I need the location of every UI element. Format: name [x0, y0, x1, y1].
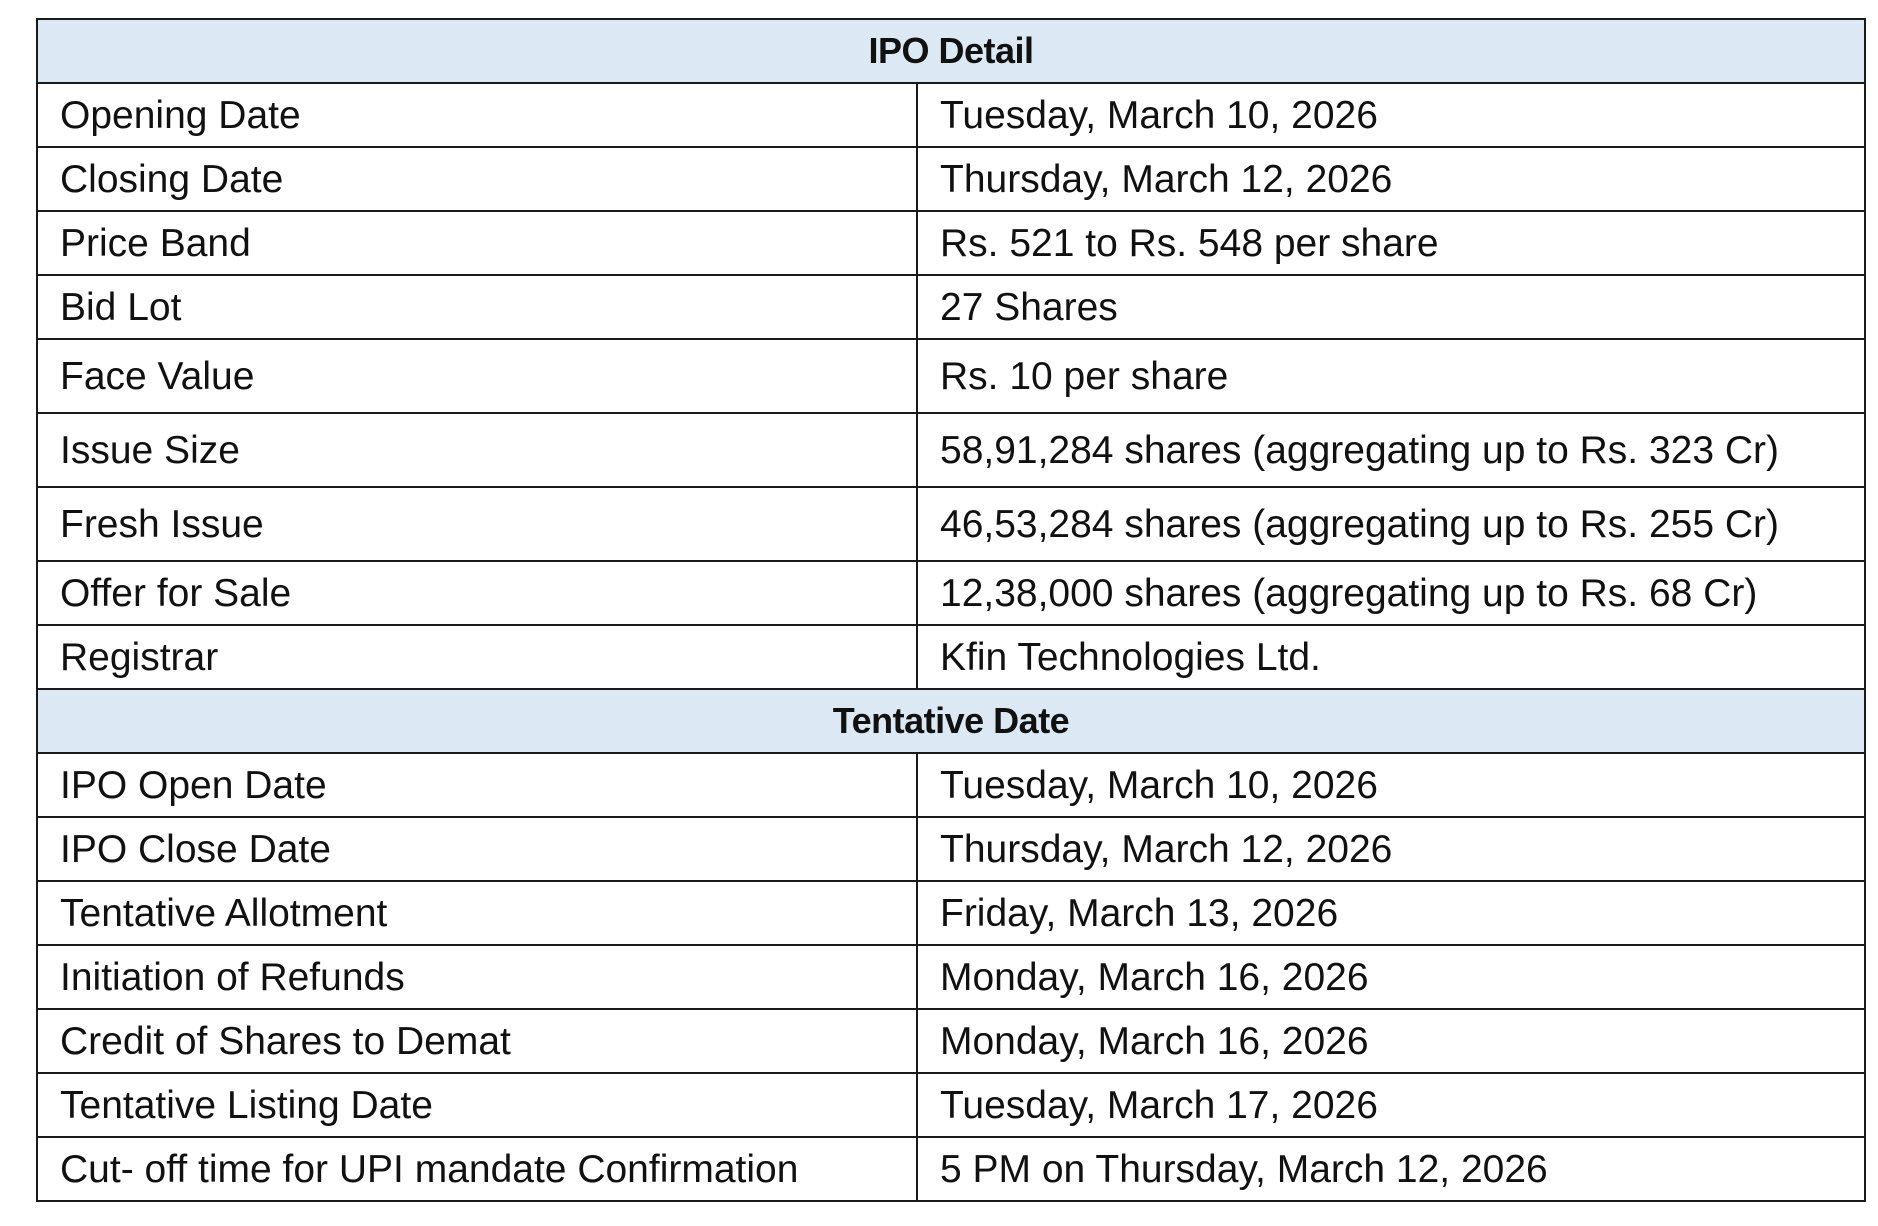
- row-value: Rs. 521 to Rs. 548 per share: [917, 211, 1865, 275]
- row-label: Bid Lot: [37, 275, 917, 339]
- table-row: [37, 147, 1865, 211]
- row-label: Credit of Shares to Demat: [37, 1009, 917, 1073]
- table-row: [37, 1009, 1865, 1073]
- row-value: 27 Shares: [917, 275, 1865, 339]
- section-title: Tentative Date: [37, 689, 1865, 753]
- table-row: [37, 211, 1865, 275]
- row-value: Monday, March 16, 2026: [917, 1009, 1865, 1073]
- row-value: Tuesday, March 10, 2026: [917, 83, 1865, 147]
- row-value: Rs. 10 per share: [917, 339, 1865, 413]
- row-label: Face Value: [37, 339, 917, 413]
- table-row: [37, 1137, 1865, 1201]
- row-value: Friday, March 13, 2026: [917, 881, 1865, 945]
- row-value: Monday, March 16, 2026: [917, 945, 1865, 1009]
- row-value: 58,91,284 shares (aggregating up to Rs. 323 Cr): [917, 413, 1865, 487]
- row-value: 12,38,000 shares (aggregating up to Rs. 68 Cr): [917, 561, 1865, 625]
- row-label: IPO Close Date: [37, 817, 917, 881]
- row-label: Tentative Listing Date: [37, 1073, 917, 1137]
- row-label: Cut- off time for UPI mandate Confirmation: [37, 1137, 917, 1201]
- row-value: 46,53,284 shares (aggregating up to Rs. 255 Cr): [917, 487, 1865, 561]
- row-label: Initiation of Refunds: [37, 945, 917, 1009]
- table-row: [37, 881, 1865, 945]
- section-header-ipo-detail: [37, 19, 1865, 83]
- row-value: Thursday, March 12, 2026: [917, 147, 1865, 211]
- table-row: [37, 817, 1865, 881]
- table-row: [37, 275, 1865, 339]
- row-label: Issue Size: [37, 413, 917, 487]
- row-value: 5 PM on Thursday, March 12, 2026: [917, 1137, 1865, 1201]
- row-label: Registrar: [37, 625, 917, 689]
- ipo-table: [36, 18, 1866, 1202]
- table-row: [37, 487, 1865, 561]
- row-value: Kfin Technologies Ltd.: [917, 625, 1865, 689]
- row-value: Thursday, March 12, 2026: [917, 817, 1865, 881]
- row-label: Tentative Allotment: [37, 881, 917, 945]
- row-label: Opening Date: [37, 83, 917, 147]
- table-row: [37, 413, 1865, 487]
- row-label: Offer for Sale: [37, 561, 917, 625]
- row-value: Tuesday, March 17, 2026: [917, 1073, 1865, 1137]
- table-row: [37, 625, 1865, 689]
- section-title: IPO Detail: [37, 19, 1865, 83]
- table-row: [37, 945, 1865, 1009]
- row-label: Fresh Issue: [37, 487, 917, 561]
- row-label: Closing Date: [37, 147, 917, 211]
- table-row: [37, 339, 1865, 413]
- table-row: [37, 561, 1865, 625]
- table-row: [37, 753, 1865, 817]
- section-header-tentative-date: [37, 689, 1865, 753]
- row-label: IPO Open Date: [37, 753, 917, 817]
- table-row: [37, 83, 1865, 147]
- row-value: Tuesday, March 10, 2026: [917, 753, 1865, 817]
- row-label: Price Band: [37, 211, 917, 275]
- table-row: [37, 1073, 1865, 1137]
